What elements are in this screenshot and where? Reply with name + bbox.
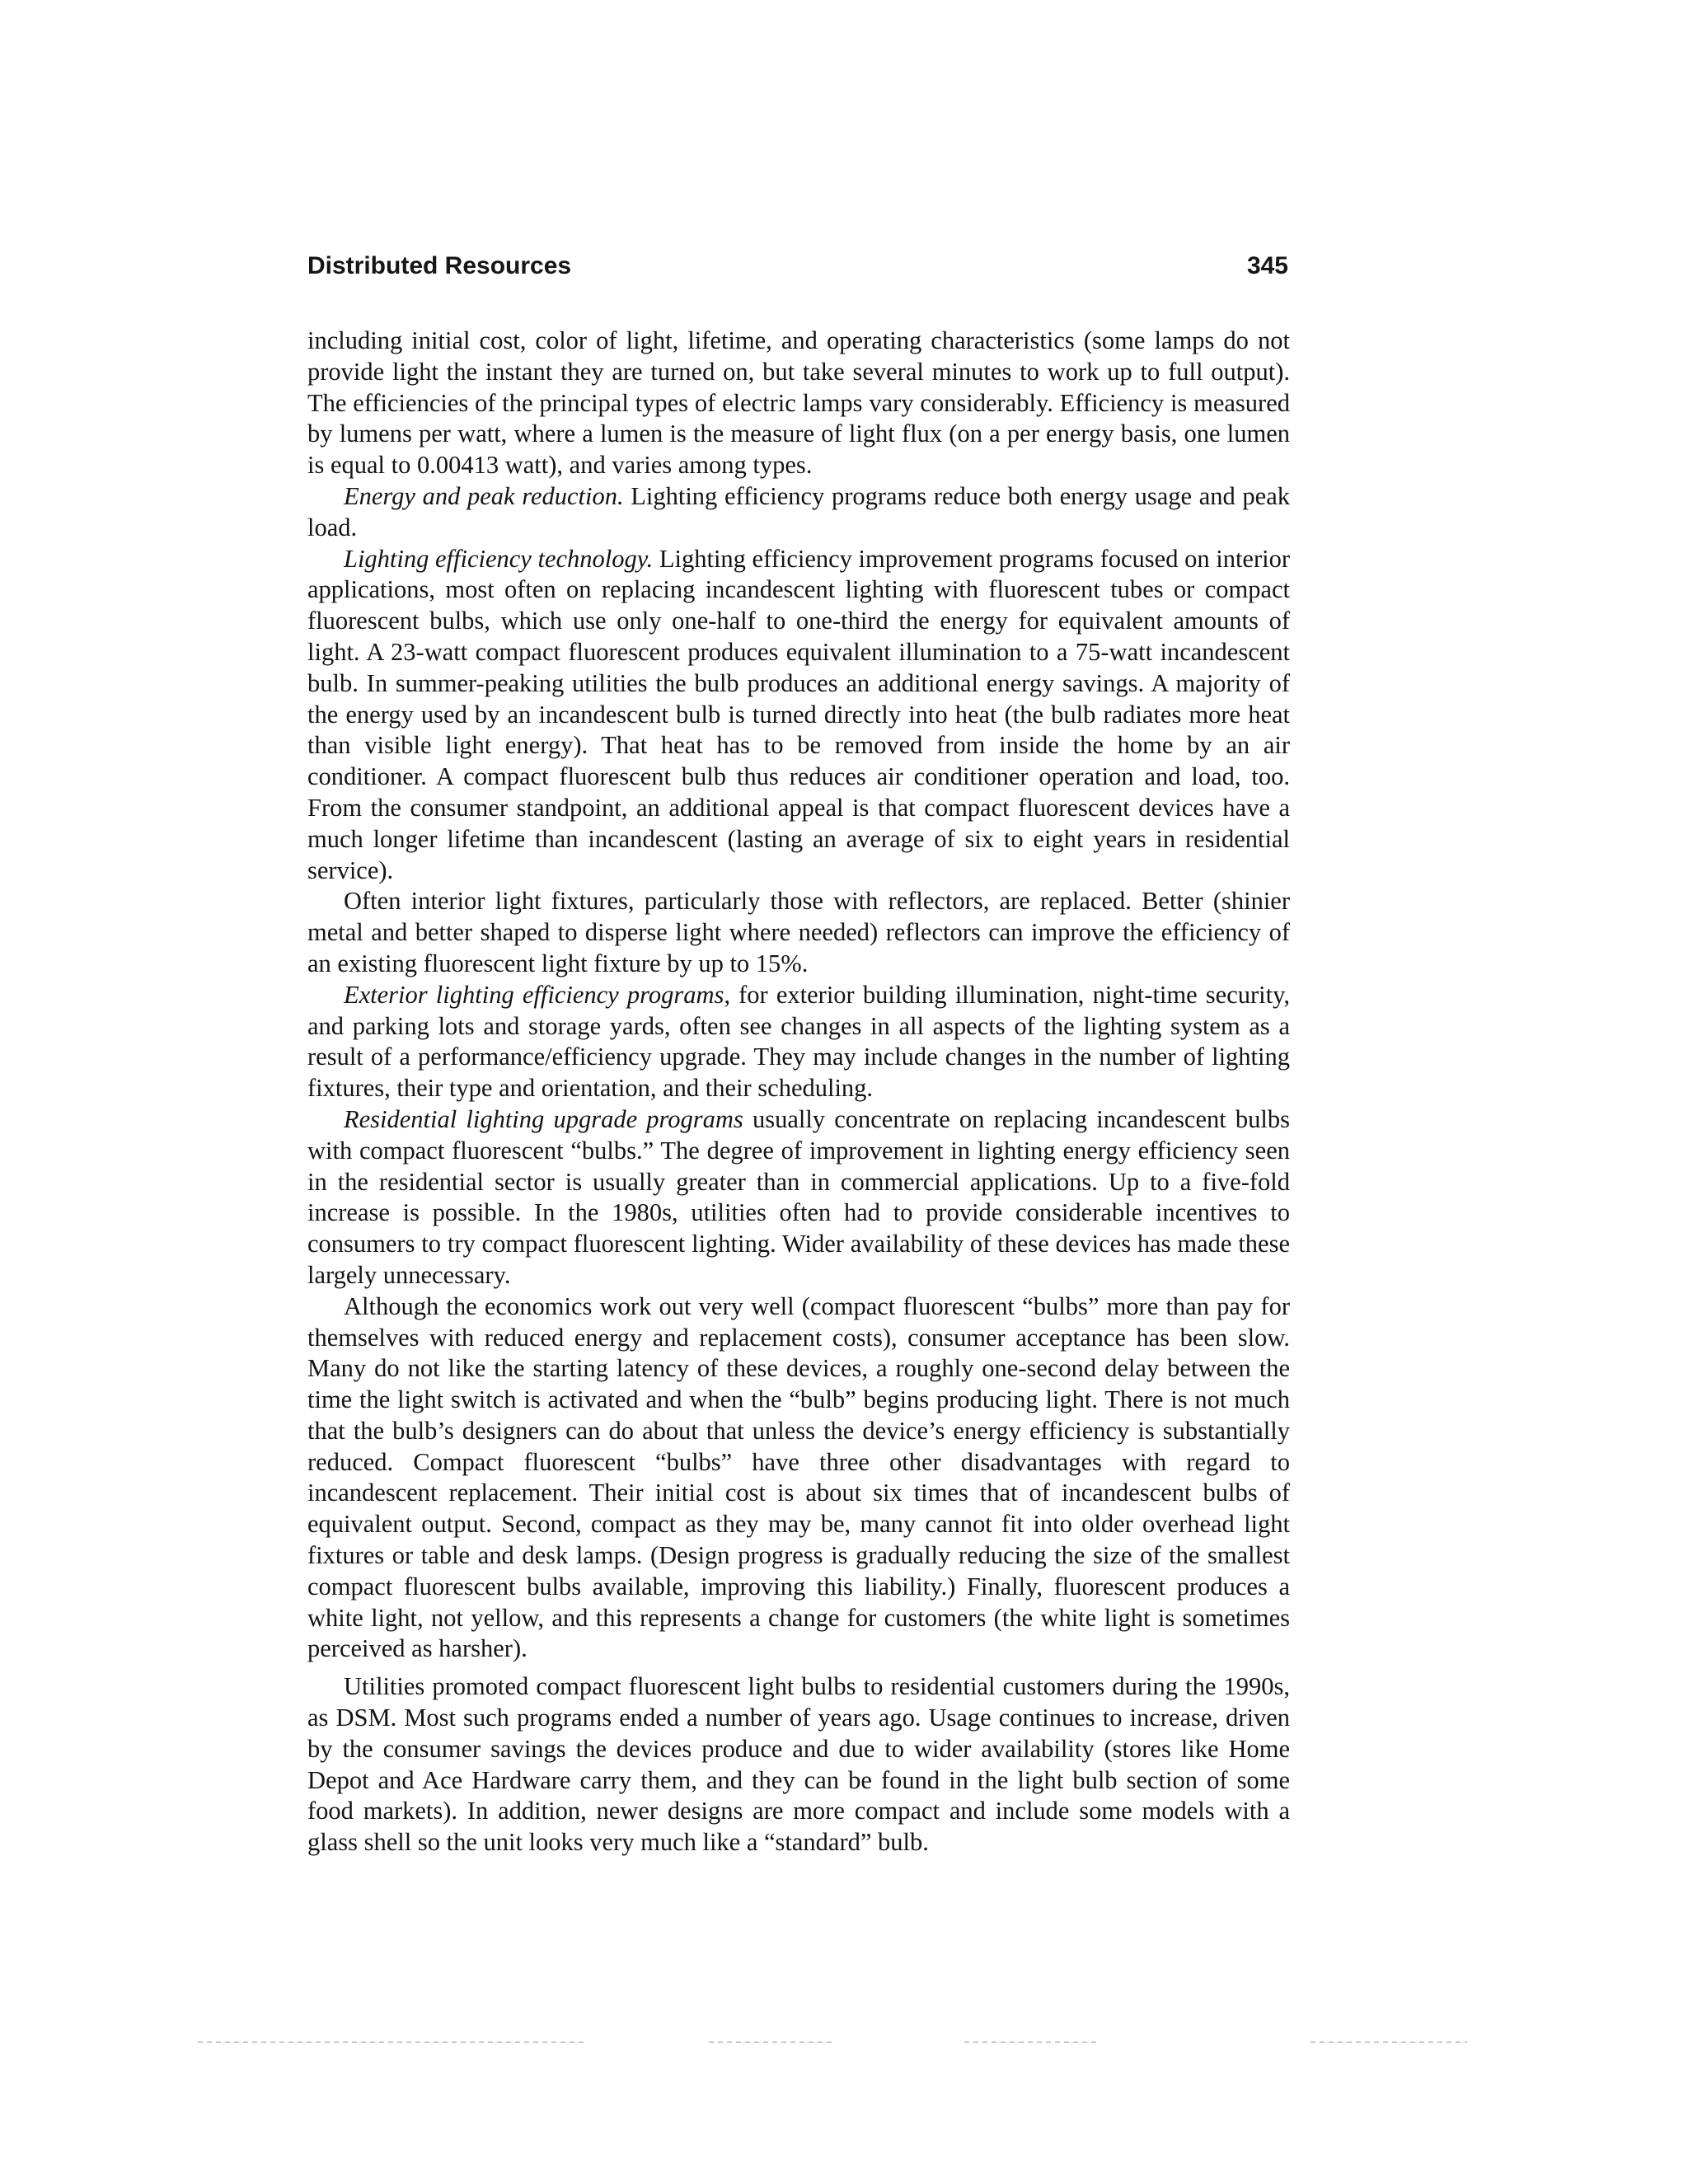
scan-artifact-line <box>198 2041 585 2043</box>
scan-artifact-line <box>1311 2041 1467 2043</box>
paragraph-utility-promotion <box>307 1671 1290 1858</box>
run-in-heading: Exterior lighting efficiency programs, <box>344 980 730 1009</box>
paragraph-consumer-acceptance <box>307 1291 1290 1666</box>
paragraph-interior-fixtures <box>307 886 1290 979</box>
run-in-heading: Residential lighting upgrade programs <box>344 1104 743 1133</box>
paragraph-text: Although the economics work out very well (compact fluorescent “bulbs” more than pay for themselves with reduced energy and replacement costs), consumer acceptance has been slow. Many do not like the starting latency of these devices, a roughly one-second delay between the time the light switch is activated and when the “bulb” begins producing light. There is not much that the bulb’s designers can do about that unless the device’s energy efficiency is substantially reduced. Compact fluorescent “bulbs” have three other disadvantages with regard to incandescent replacement. Their initial cost is about six times that of incandescent bulbs of equivalent output. Second, compact as they may be, many cannot fit into older overhead light fixtures or table and desk lamps. (Design progress is gradually reducing the size of the smallest compact fluorescent bulbs available, improving this liability.) Finally, fluorescent produces a white light, not yellow, and this represents a change for customers (the white light is sometimes perceived as harsher). <box>307 1291 1290 1663</box>
body-text <box>307 326 1290 1858</box>
run-in-heading: Energy and peak reduction. <box>344 481 624 510</box>
paragraph-text: Utilities promoted compact fluorescent light bulbs to residential customers during the 1990s, as DSM. Most such programs ended a number of years ago. Usage continues to increase, driven by the consumer savings the devices produce and due to wider availability (stores like Home Depot and Ace Hardware carry them, and they can be found in the light bulb section of some food markets). In addition, newer designs are more compact and include some models with a glass shell so the unit looks very much like a “standard” bulb. <box>307 1672 1290 1857</box>
paragraph-text: including initial cost, color of light, lifetime, and operating characteristics (some lamps do not provide light the instant they are turned on, but take several minutes to work up to full output). The efficiencies of the principal types of electric lamps vary considerably. Efficiency is measured by lumens per watt, where a lumen is the measure of light flux (on a per energy basis, one lumen is equal to 0.00413 watt), and varies among types. <box>307 326 1290 480</box>
scan-artifact-line <box>964 2041 1096 2043</box>
paragraph-energy-peak-reduction <box>307 481 1290 544</box>
paragraph-exterior-lighting <box>307 980 1290 1104</box>
paragraph-text: Lighting efficiency improvement programs focused on interior applications, most often on replacing incandescent lighting with fluorescent tubes or compact fluorescent bulbs, which use only one-half to one-third the energy for equivalent amounts of light. A 23-watt compact fluorescent produces equivalent illumination to a 75-watt incandescent bulb. In summer-peaking utilities the bulb produces an additional energy savings. A majority of the energy used by an incandescent bulb is turned directly into heat (the bulb radiates more heat than visible light energy). That heat has to be removed from inside the home by an air conditioner. A compact fluorescent bulb thus reduces air conditioner operation and load, too. From the consumer standpoint, an additional appeal is that compact fluorescent devices have a much longer lifetime than incandescent (lasting an average of six to eight years in residential service). <box>307 544 1291 884</box>
running-header <box>307 246 1288 287</box>
paragraph-text: for exterior building illumination, night-time security, and parking lots and storage yards, often see changes in all aspects of the lighting system as a result of a performance/efficiency upgrade. They may include changes in the number of lighting fixtures, their type and orientation, and their scheduling. <box>307 980 1290 1103</box>
paragraph-text: usually concentrate on replacing incandescent bulbs with compact fluorescent “bulbs.” The degree of improvement in lighting energy efficiency seen in the residential sector is usually greater than in commercial applications. Up to a five-fold increase is possible. In the 1980s, utilities often had to provide considerable incentives to consumers to try compact fluorescent lighting. Wider availability of these devices has made these largely unnecessary. <box>307 1104 1290 1289</box>
page-number: 345 <box>1246 252 1288 279</box>
paragraph-continuation <box>307 326 1290 481</box>
section-title: Distributed Resources <box>307 252 572 279</box>
scan-artifact-line <box>709 2041 832 2043</box>
paragraph-residential-lighting <box>307 1104 1290 1291</box>
paragraph-text: Often interior light fixtures, particularly those with reflectors, are replaced. Better (shinier metal and better shaped to disperse light where needed) reflectors can improve the efficiency of an existing fluorescent light fixture by up to 15%. <box>307 887 1290 977</box>
paragraph-lighting-efficiency-technology <box>307 544 1290 887</box>
run-in-heading: Lighting efficiency technology. <box>344 544 654 573</box>
paragraph-text: Lighting efficiency programs reduce both energy usage and peak load. <box>307 481 1290 541</box>
